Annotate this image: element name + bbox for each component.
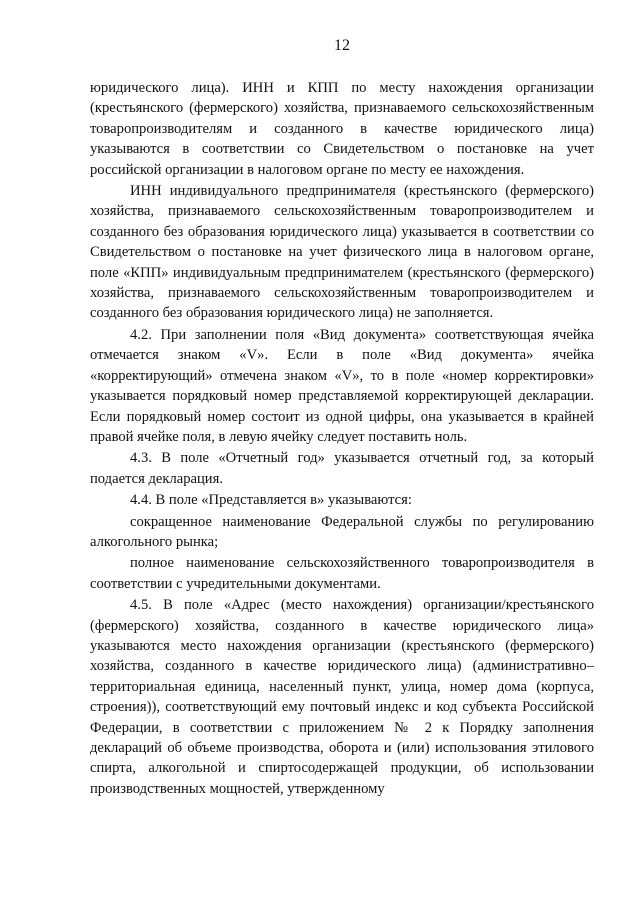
paragraph-document-type: 4.2. При заполнении поля «Вид документа» соответствующая ячейка отмечается знаком «V». Если в поле «Вид документа» ячейка «корректирующий» отмечена знаком «V», то в поле «номер корректировки» указывается порядковый номер представляемой корректирующей декларации. Если порядковый номер состоит из одной цифры, она указывается в крайней правой ячейке поля, в левую ячейку следует поставить ноль. [90,326,594,445]
paragraph-inn-kpp-organization: юридического лица). ИНН и КПП по месту нахождения организации (крестьянского (фермерского) хозяйства, признаваемого сельскохозяйственным товаропроизводителям и созданного в качестве юридического лица) указываются в соответствии со Свидетельством о постановке на учет российской организации в налоговом органе по месту ее нахождения. [90,80,594,178]
paragraph-full-name: полное наименование сельскохозяйственного товаропроизводителя в соответствии с учредительными документами. [90,555,594,592]
page-number: 12 [334,37,350,54]
paragraph-address: 4.5. В поле «Адрес (место нахождения) организации/крестьянского (фермерского) хозяйства, созданного в качестве юридического лица» указываются место нахождения организации (крестьянского (фермерского) хозяйства, созданного в качестве юридического лица) (административно–территориальная единица, населенный пункт, улица, номер дома (корпуса, строения)), соответствующий ему почтовый индекс и код субъекта Российской Федерации, в соответствии с приложением № 2 к Порядку заполнения деклараций об объеме производства, оборота и (или) использования этилового спирта, алкогольной и спиртосодержащей продукции, об использовании производственных мощностей, утвержденному [90,597,594,797]
paragraph-submitted-to: 4.4. В поле «Представляется в» указываются: [130,492,412,509]
paragraph-short-name: сокращенное наименование Федеральной службы по регулированию алкогольного рынка; [90,513,594,550]
paragraph-reporting-year: 4.3. В поле «Отчетный год» указывается отчетный год, за который подается декларация. [90,450,594,487]
document-page [90,36,594,799]
paragraph-inn-entrepreneur: ИНН индивидуального предпринимателя (крестьянского (фермерского) хозяйства, признаваемого сельскохозяйственным товаропроизводителем и созданного без образования юридического лица) указывается в соответствии со Свидетельством о постановке на учет физического лица в налоговом органе, поле «КПП» индивидуальным предпринимателем (крестьянского (фермерского) хозяйства, признаваемого сельскохозяйственным товаропроизводителем и созданного без образования юридического лица) не заполняется. [90,183,594,322]
